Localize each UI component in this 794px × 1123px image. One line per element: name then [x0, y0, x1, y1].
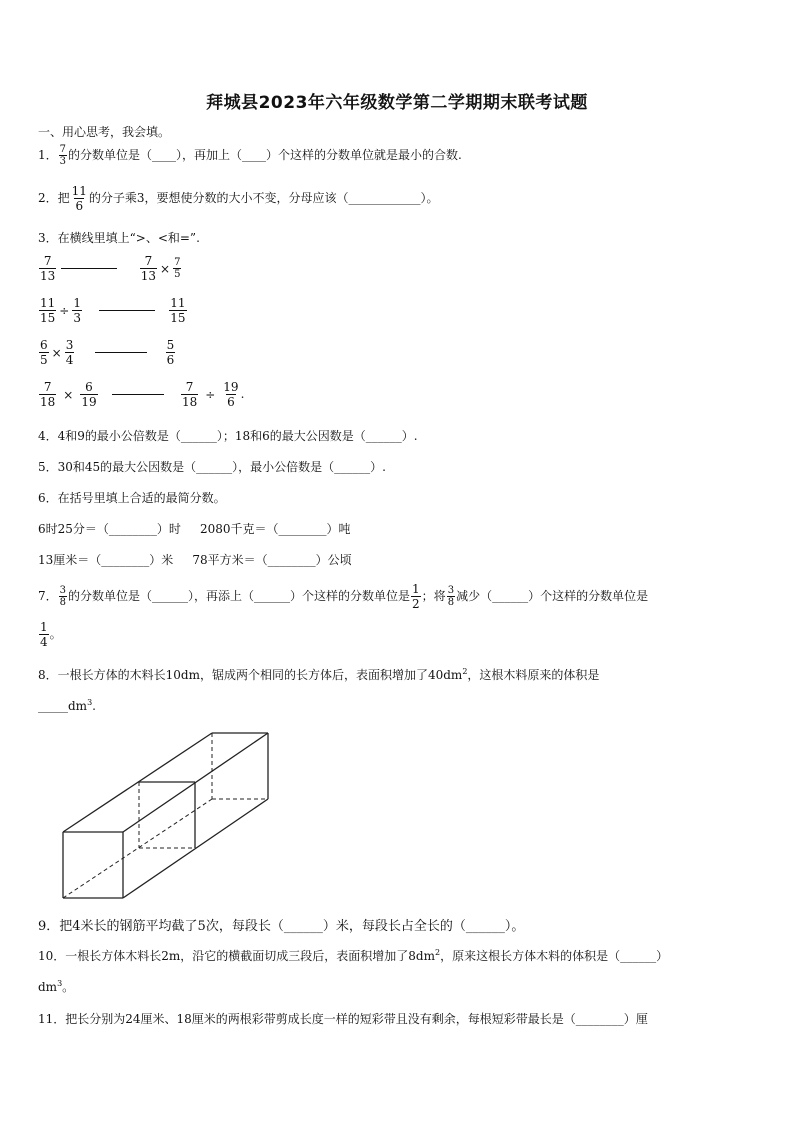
fraction: $\frac{1}{3}$: [73, 296, 81, 325]
question-text: ；将: [421, 589, 446, 603]
operator: ×: [63, 387, 74, 402]
question-number: 1．: [38, 148, 58, 162]
question-number: 2．把: [38, 191, 70, 205]
fraction: $\frac{19}{6}$: [223, 380, 239, 409]
punctuation: 。: [62, 980, 75, 994]
operator: ÷: [205, 387, 216, 402]
answer-line[interactable]: [112, 394, 164, 395]
question-6-intro: 6．在括号里填上合适的最简分数。: [38, 491, 226, 505]
fraction: $\frac{7}{18}$: [181, 380, 198, 409]
question-text: ，这根木料原来的体积是: [467, 668, 600, 682]
question-number: 7．: [38, 589, 58, 603]
fraction: $\frac{1}{2}$: [412, 582, 420, 611]
question-5: 5．30和45的最大公因数是（______），最小公倍数是（______）.: [38, 460, 386, 474]
question-text: 减少（______）个这样的分数单位是: [456, 589, 649, 603]
fraction: $\frac{6}{5}$: [40, 338, 48, 367]
comparison-row-3: [38, 338, 176, 367]
operator: ×: [51, 345, 62, 360]
superscript: 3: [87, 698, 93, 707]
punctuation: 。: [49, 627, 62, 641]
comparison-row-1: [38, 254, 182, 283]
fraction: $\frac{7}{3}$: [59, 144, 67, 167]
question-text: 8．一根长方体的木料长10dm，锯成两个相同的长方体后，表面积增加了40dm: [38, 668, 463, 682]
superscript: 2: [434, 948, 441, 957]
punctuation: .: [92, 699, 96, 713]
comparison-row-4: [38, 380, 244, 409]
question-11: 11．把长分别为24厘米、18厘米的两根彩带剪成长度一样的短彩带且没有剩余，每根短彩带最长是（________）厘: [38, 1012, 648, 1026]
question-3-intro: 3．在横线里填上“>、<和=”.: [38, 231, 200, 245]
unit: dm: [38, 980, 58, 994]
question-10: [38, 947, 668, 964]
superscript: 3: [57, 979, 63, 988]
question-10-continued: [38, 978, 74, 995]
section-heading: 一、用心思考，我会填。: [38, 125, 171, 139]
question-9: 9．把4米长的钢筋平均截了5次，每段长（______）米，每段长占全长的（______）。: [38, 919, 525, 934]
fraction: $\frac{1}{4}$: [40, 620, 48, 649]
punctuation: .: [240, 387, 245, 401]
question-7-continued: [38, 620, 62, 649]
question-6-line-2: 13厘米＝（________）米 78平方米＝（________）公顷: [38, 553, 352, 567]
fraction: $\frac{7}{13}$: [140, 254, 157, 283]
comparison-row-2: [38, 296, 188, 325]
question-text: 10．一根长方体木料长2m，沿它的横截面切成三段后，表面积增加了8dm: [38, 949, 435, 963]
superscript: 2: [462, 667, 468, 676]
question-1: [38, 144, 462, 167]
question-7: [38, 582, 648, 611]
question-text: ，原来这根长方体木料的体积是（______）: [440, 949, 669, 963]
question-8: [38, 666, 599, 683]
fraction: $\frac{5}{6}$: [166, 338, 175, 367]
answer-blank[interactable]: _____dm: [38, 699, 88, 713]
operator: ×: [160, 261, 171, 276]
fraction: $\frac{7}{13}$: [40, 254, 56, 283]
fraction: $\frac{11}{6}$: [71, 184, 87, 213]
fraction: $\frac{11}{15}$: [170, 296, 186, 325]
operator: ÷: [59, 303, 70, 318]
answer-line[interactable]: [95, 352, 147, 353]
question-4: 4．4和9的最小公倍数是（______）；18和6的最大公因数是（______）.: [38, 429, 418, 443]
question-2: [38, 184, 439, 213]
fraction: $\frac{7}{5}$: [174, 257, 181, 280]
question-6-line-1: 6时25分＝（________）时 2080千克＝（________）吨: [38, 522, 351, 536]
page-title: 拜城县2023年六年级数学第二学期期末联考试题: [206, 93, 588, 113]
question-text: 的分数单位是（____），再加上（____）个这样的分数单位就是最小的合数.: [68, 148, 462, 162]
answer-line[interactable]: [99, 310, 155, 311]
fraction: $\frac{11}{15}$: [40, 296, 56, 325]
question-text: 的分数单位是（______），再添上（______）个这样的分数单位是: [68, 589, 411, 603]
question-text: 的分子乘3，要想使分数的大小不变，分母应该（____________）。: [88, 191, 439, 205]
question-8-answer: [38, 698, 96, 713]
cuboid-diagram: [55, 725, 275, 905]
fraction: $\frac{3}{8}$: [59, 585, 67, 608]
answer-line[interactable]: [61, 268, 117, 269]
fraction: $\frac{3}{8}$: [447, 585, 455, 608]
fraction: $\frac{7}{18}$: [40, 380, 56, 409]
fraction: $\frac{6}{19}$: [81, 380, 97, 409]
fraction: $\frac{3}{4}$: [65, 338, 74, 367]
